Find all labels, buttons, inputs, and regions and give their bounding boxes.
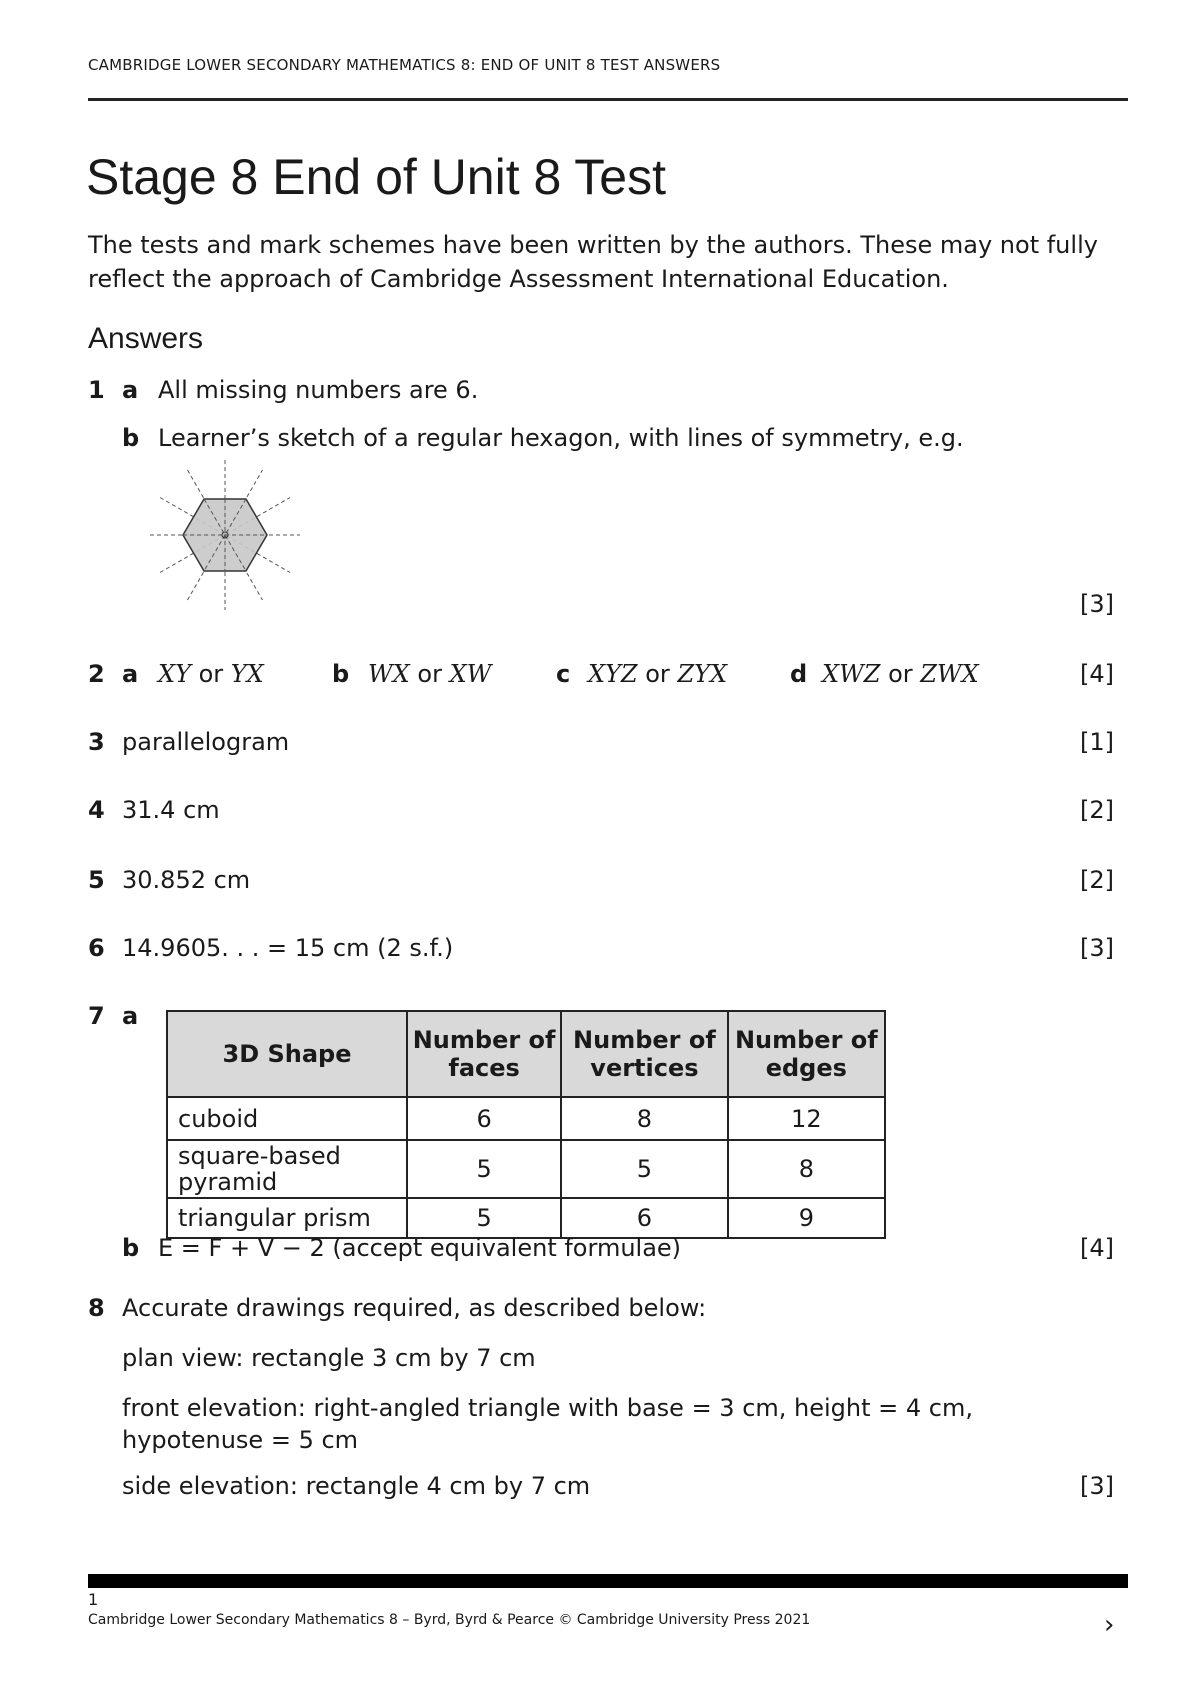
q1-b-answer: Learner’s sketch of a regular hexagon, with lines of symmetry, e.g. (158, 424, 964, 452)
q2-d-answer (822, 660, 979, 688)
table-row (167, 1198, 885, 1238)
q5-mark: [2] (1080, 866, 1114, 894)
q2-a-answer (158, 660, 264, 688)
q4-answer: 31.4 cm (122, 796, 220, 824)
q8-number: 8 (88, 1294, 105, 1322)
q7-mark: [4] (1080, 1234, 1114, 1262)
q2-a-value2: YX (230, 660, 264, 688)
column-header-vertices: Number of vertices (561, 1011, 727, 1097)
q4-number: 4 (88, 796, 105, 824)
q3-number: 3 (88, 728, 105, 756)
q4-mark: [2] (1080, 796, 1114, 824)
q1-a-answer: All missing numbers are 6. (158, 376, 479, 404)
q1-b-label: b (122, 424, 140, 452)
q7-b-answer: E = F + V − 2 (accept equivalent formulae) (158, 1234, 682, 1262)
q2-c-value2: ZYX (677, 660, 728, 688)
faces-value: 5 (407, 1140, 561, 1198)
shape-name: square-based pyramid (167, 1140, 407, 1198)
q5-number: 5 (88, 866, 105, 894)
q2-b-value2: XW (449, 660, 492, 688)
footer-copyright: Cambridge Lower Secondary Mathematics 8 – Byrd, Byrd & Pearce © Cambridge University Press 2021 (88, 1612, 811, 1628)
q6-mark: [3] (1080, 934, 1114, 962)
chevron-right-icon: › (1104, 1610, 1115, 1640)
q2-b-or: or (417, 660, 442, 688)
q2-c-or: or (645, 660, 670, 688)
footer-rule (88, 1574, 1128, 1588)
q2-a-value1: XY (158, 660, 191, 688)
edges-value: 8 (728, 1140, 885, 1198)
edges-value: 12 (728, 1097, 885, 1140)
q3-answer: parallelogram (122, 728, 290, 756)
q2-c-value1: XYZ (588, 660, 638, 688)
hexagon-symmetry-sketch (150, 460, 300, 610)
q2-d-value1: XWZ (822, 660, 881, 688)
q2-d-or: or (888, 660, 913, 688)
header-rule (88, 98, 1128, 101)
q2-a-or: or (198, 660, 224, 688)
table-row (167, 1140, 885, 1198)
q8-front-elevation: front elevation: right-angled triangle with base = 3 cm, height = 4 cm, hypotenuse = 5 cm (122, 1394, 974, 1454)
vertices-value: 6 (561, 1198, 727, 1238)
q1-a-label: a (122, 376, 139, 404)
q3-mark: [1] (1080, 728, 1114, 756)
intro-paragraph: The tests and mark schemes have been written by the authors. These may not fully reflect the approach of Cambridge Assessment International Education. (88, 231, 1098, 293)
table-row (167, 1097, 885, 1140)
q2-b-value1: WX (368, 660, 410, 688)
shape-name: triangular prism (167, 1198, 407, 1238)
q2-number: 2 (88, 660, 105, 688)
q8-side-elevation: side elevation: rectangle 4 cm by 7 cm (122, 1472, 591, 1500)
q7-number: 7 (88, 1002, 105, 1030)
page-title: Stage 8 End of Unit 8 Test (86, 149, 667, 205)
faces-value: 6 (407, 1097, 561, 1140)
shapes-table (166, 1010, 886, 1239)
q2-b-answer (368, 660, 491, 688)
faces-value: 5 (407, 1198, 561, 1238)
edges-value: 9 (728, 1198, 885, 1238)
vertices-value: 8 (561, 1097, 727, 1140)
q2-d-value2: ZWX (920, 660, 979, 688)
q8-plan-view: plan view: rectangle 3 cm by 7 cm (122, 1344, 536, 1372)
q2-mark: [4] (1080, 660, 1114, 688)
shape-name: cuboid (167, 1097, 407, 1140)
running-header: CAMBRIDGE LOWER SECONDARY MATHEMATICS 8: END OF UNIT 8 TEST ANSWERS (88, 56, 721, 74)
q2-c-answer (588, 660, 727, 688)
page-number: 1 (88, 1590, 99, 1609)
q2-c-label: c (556, 660, 571, 688)
q5-answer: 30.852 cm (122, 866, 251, 894)
q2-a-label: a (122, 660, 139, 688)
table-header-row (167, 1011, 885, 1097)
q1-number: 1 (88, 376, 105, 404)
column-header-edges: Number of edges (728, 1011, 885, 1097)
q7-a-label: a (122, 1002, 139, 1030)
answers-heading: Answers (88, 322, 204, 355)
q1-mark: [3] (1080, 590, 1114, 618)
column-header-shape: 3D Shape (167, 1011, 407, 1097)
column-header-faces: Number of faces (407, 1011, 561, 1097)
q6-answer: 14.9605. . . = 15 cm (2 s.f.) (122, 934, 454, 962)
q2-d-label: d (790, 660, 808, 688)
q6-number: 6 (88, 934, 105, 962)
vertices-value: 5 (561, 1140, 727, 1198)
q8-intro: Accurate drawings required, as described below: (122, 1294, 707, 1322)
q2-b-label: b (332, 660, 350, 688)
q7-b-label: b (122, 1234, 140, 1262)
q8-mark: [3] (1080, 1472, 1114, 1500)
